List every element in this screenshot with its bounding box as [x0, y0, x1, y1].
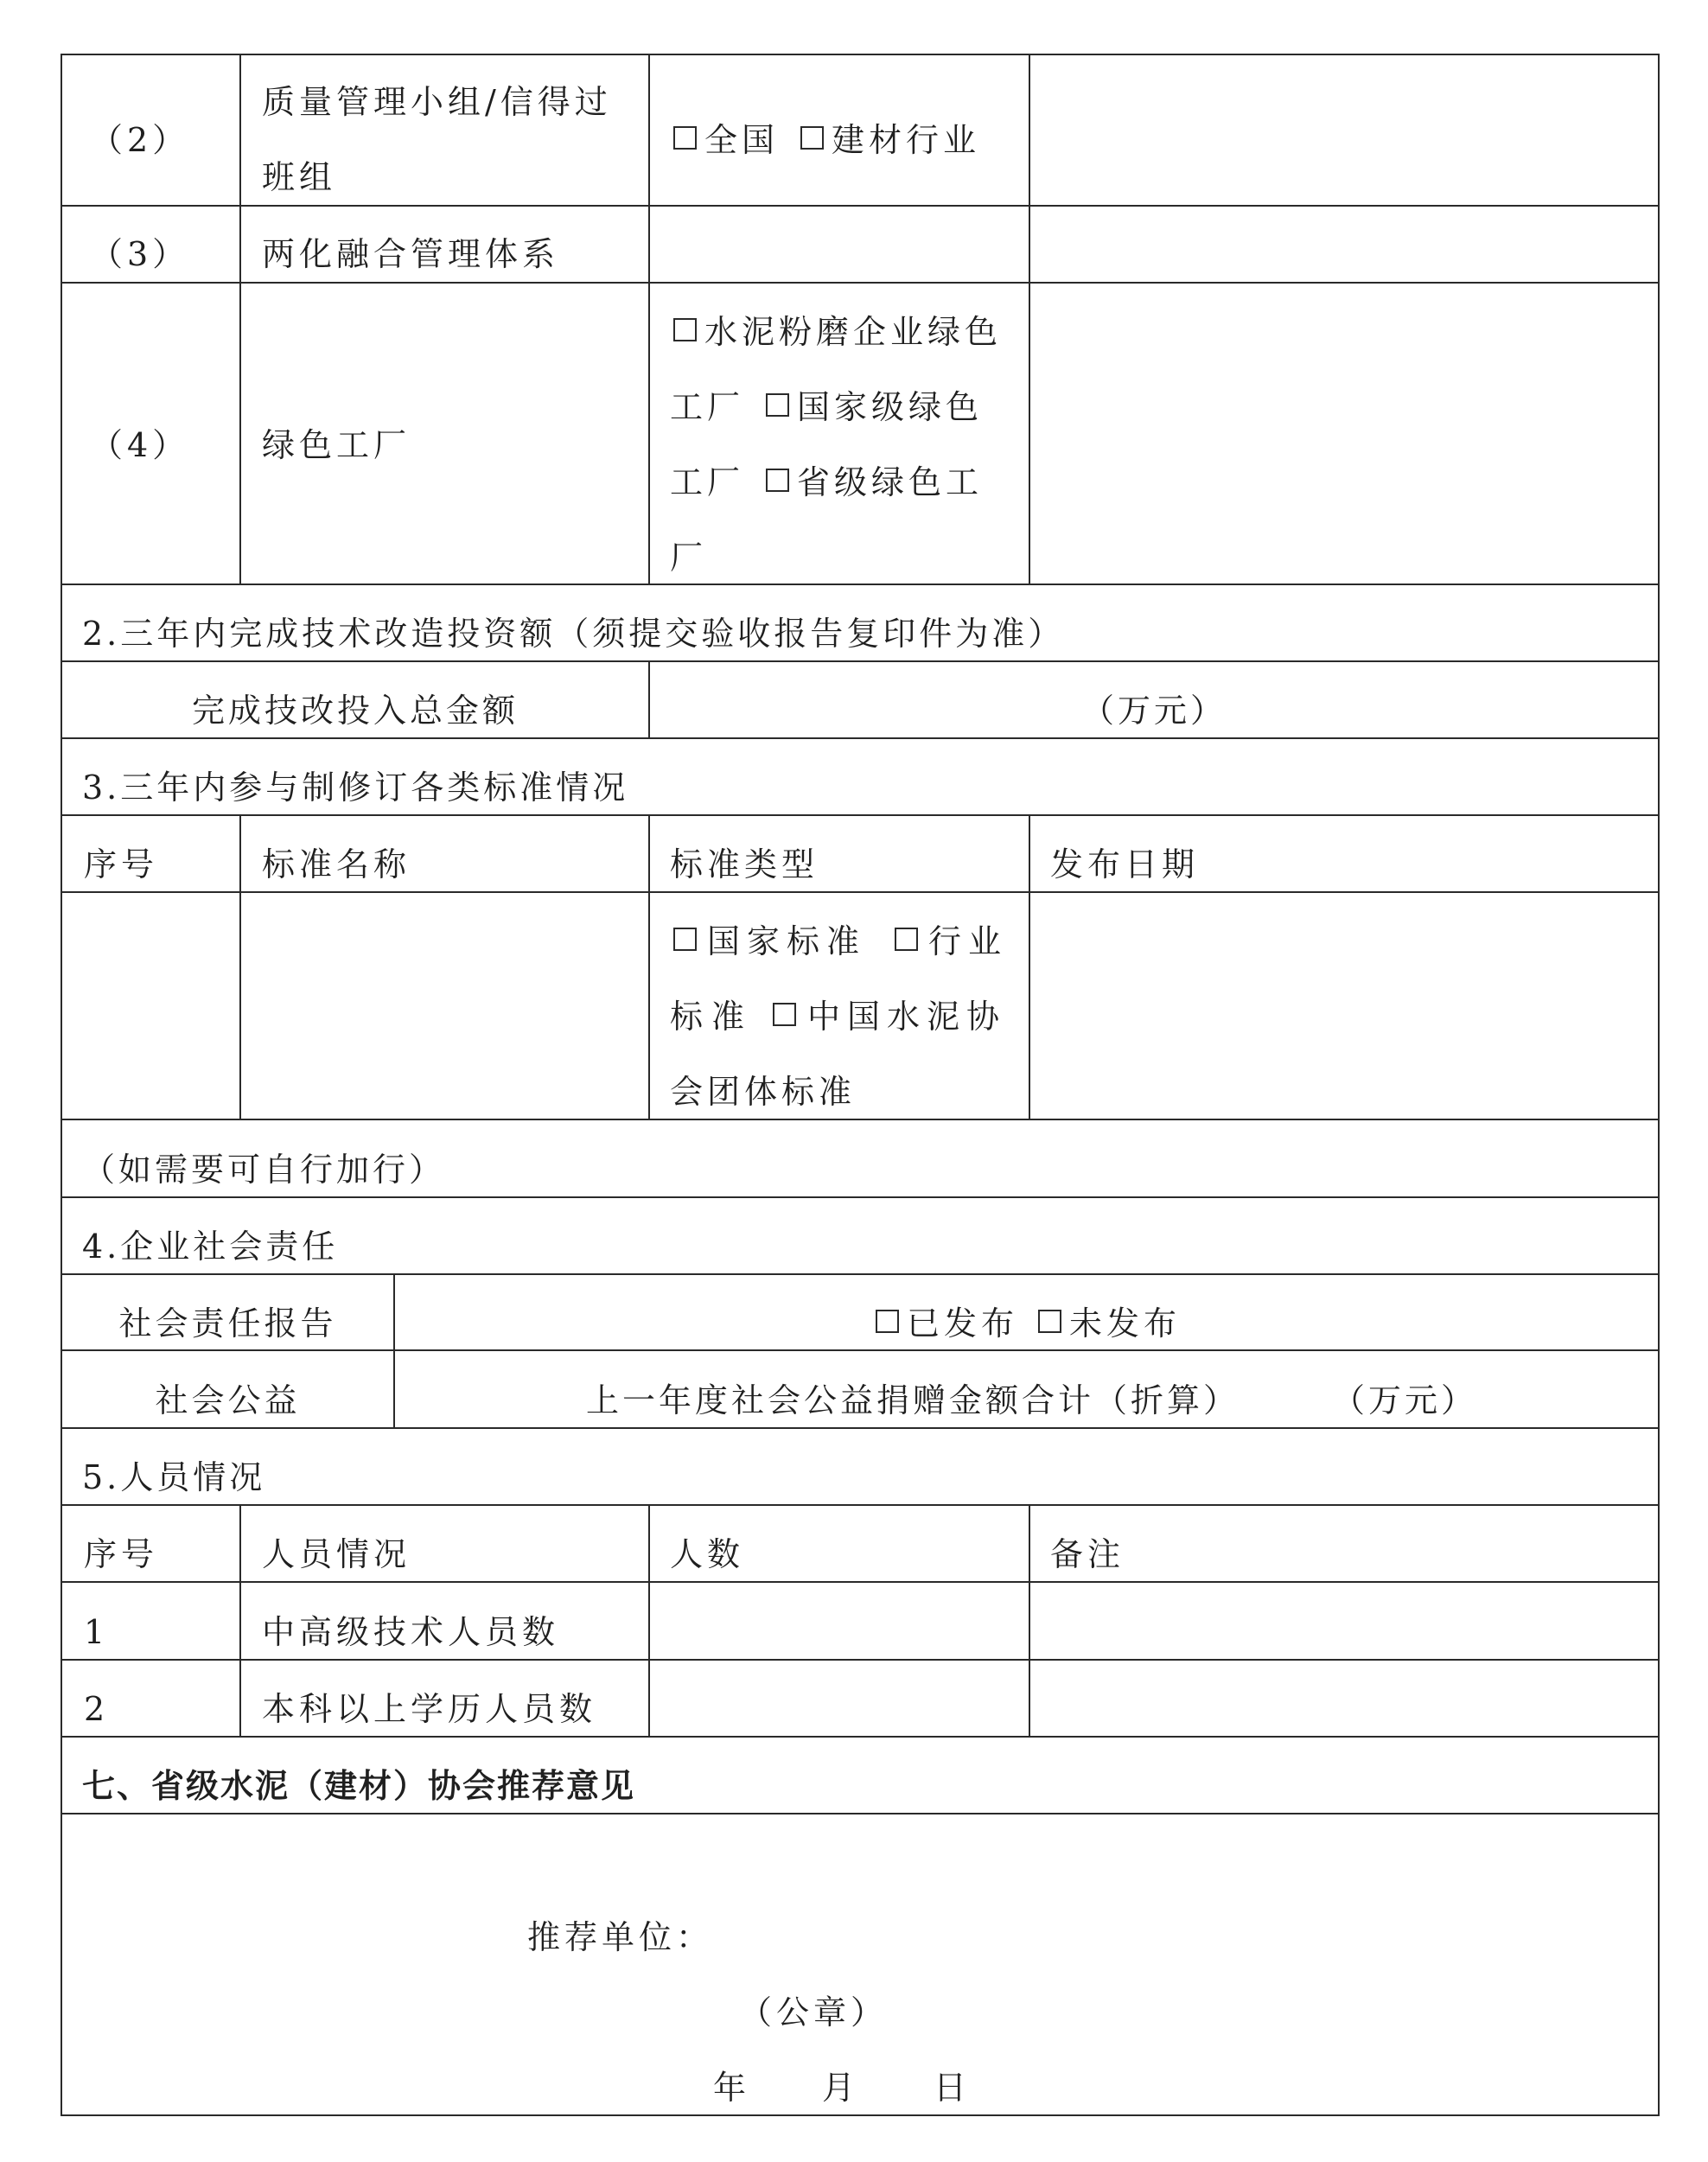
checkbox-label: 会团体标准	[670, 1073, 857, 1111]
checkbox-label: 建材行业	[832, 121, 981, 159]
row-number: （2）	[90, 121, 190, 159]
table-border-bottom	[61, 2114, 1660, 2116]
column-divider	[648, 814, 650, 1120]
checkbox-label: 中国水泥协	[807, 998, 1007, 1036]
column-header: 标准名称	[262, 845, 411, 883]
checkbox-label: 国家级绿色	[797, 388, 984, 426]
checkbox-label: 工厂	[670, 463, 745, 501]
checkbox-label: 国家标准	[707, 922, 867, 960]
item-name: 两化融合管理体系	[262, 235, 560, 273]
checkbox-label: 厂	[670, 539, 708, 577]
row-divider	[61, 660, 1660, 662]
item-name: 班组	[262, 158, 337, 196]
row-number: （3）	[90, 235, 190, 273]
checkbox-national-standard[interactable]	[673, 928, 697, 951]
row-number: 2	[84, 1690, 110, 1728]
public-welfare-text: 上一年度社会公益捐赠金额合计（折算）	[586, 1381, 1240, 1419]
row-divider	[61, 584, 1660, 585]
investment-label: 完成技改投入总金额	[191, 692, 519, 730]
checkbox-national[interactable]	[673, 126, 697, 150]
checkbox-national-green[interactable]	[766, 393, 789, 417]
row-divider	[61, 1581, 1660, 1583]
column-header: 人数	[670, 1535, 745, 1573]
staff-item: 中高级技术人员数	[262, 1613, 560, 1651]
checkbox-provincial-green[interactable]	[766, 469, 789, 492]
row-divider	[61, 1736, 1660, 1738]
row-divider	[61, 1119, 1660, 1120]
checkbox-label: 工厂	[670, 388, 745, 426]
checkbox-industry-standard[interactable]	[895, 928, 918, 951]
column-header: 序号	[84, 1535, 159, 1573]
column-divider	[1029, 54, 1030, 585]
row-divider	[61, 737, 1660, 739]
column-divider	[239, 1504, 241, 1738]
column-divider	[393, 1273, 395, 1429]
column-header: 发布日期	[1050, 845, 1200, 883]
section-title: 2.三年内完成技术改造投资额（须提交验收报告复印件为准）	[82, 615, 1065, 653]
row-divider	[61, 1813, 1660, 1814]
table-border-top	[61, 54, 1660, 55]
row-divider	[61, 1504, 1660, 1506]
checkbox-association-standard[interactable]	[773, 1003, 796, 1026]
checkbox-label: 标准	[670, 998, 754, 1036]
checkbox-published[interactable]	[876, 1310, 899, 1333]
checkbox-label: 全国	[704, 121, 780, 159]
checkbox-label: 行业	[928, 922, 1009, 960]
row-divider	[61, 814, 1660, 816]
column-divider	[239, 814, 241, 1120]
column-header: 人员情况	[262, 1535, 411, 1573]
date-month: 月	[822, 2069, 860, 2107]
section-title: 5.人员情况	[82, 1458, 266, 1496]
item-name: 绿色工厂	[262, 426, 411, 464]
checkbox-label: 省级绿色工	[797, 463, 984, 501]
section-heading: 七、省级水泥（建材）协会推荐意见	[82, 1767, 636, 1805]
row-number: 1	[84, 1613, 110, 1651]
recommending-unit-label: 推荐单位：	[527, 1918, 714, 1956]
date-year: 年	[713, 2069, 751, 2107]
section-title: 4.企业社会责任	[82, 1228, 339, 1266]
column-divider	[1029, 814, 1030, 1120]
column-header: 序号	[84, 845, 159, 883]
column-divider	[239, 54, 241, 585]
table-border-right	[1658, 54, 1660, 2116]
checkbox-building-materials[interactable]	[800, 126, 824, 150]
staff-item: 本科以上学历人员数	[262, 1690, 597, 1728]
row-divider	[61, 282, 1660, 284]
column-divider	[1029, 1504, 1030, 1738]
official-seal-label: （公章）	[739, 1993, 889, 2031]
column-divider	[648, 1504, 650, 1738]
public-welfare-label: 社会公益	[155, 1381, 301, 1419]
checkbox-unpublished[interactable]	[1038, 1310, 1061, 1333]
row-divider	[61, 1273, 1660, 1275]
csr-report-label: 社会责任报告	[118, 1304, 337, 1342]
row-divider	[61, 1349, 1660, 1351]
date-day: 日	[934, 2069, 972, 2107]
row-divider	[61, 891, 1660, 893]
public-welfare-unit: （万元）	[1332, 1381, 1478, 1419]
add-row-note: （如需要可自行加行）	[82, 1151, 446, 1189]
checkbox-cement-grinding-green[interactable]	[673, 318, 697, 341]
row-number: （4）	[90, 426, 190, 464]
table-border-left	[61, 54, 62, 2116]
row-divider	[61, 205, 1660, 207]
item-name: 质量管理小组/信得过	[262, 83, 612, 121]
checkbox-label: 水泥粉磨企业绿色	[704, 313, 1003, 351]
row-divider	[61, 1196, 1660, 1198]
section-title: 3.三年内参与制修订各类标准情况	[82, 768, 629, 807]
row-divider	[61, 1427, 1660, 1429]
column-header: 标准类型	[670, 845, 819, 883]
column-header: 备注	[1050, 1535, 1125, 1573]
checkbox-label: 已发布	[907, 1304, 1019, 1342]
investment-unit: （万元）	[1080, 692, 1227, 730]
row-divider	[61, 1659, 1660, 1661]
column-divider	[648, 54, 650, 585]
checkbox-label: 未发布	[1069, 1304, 1182, 1342]
